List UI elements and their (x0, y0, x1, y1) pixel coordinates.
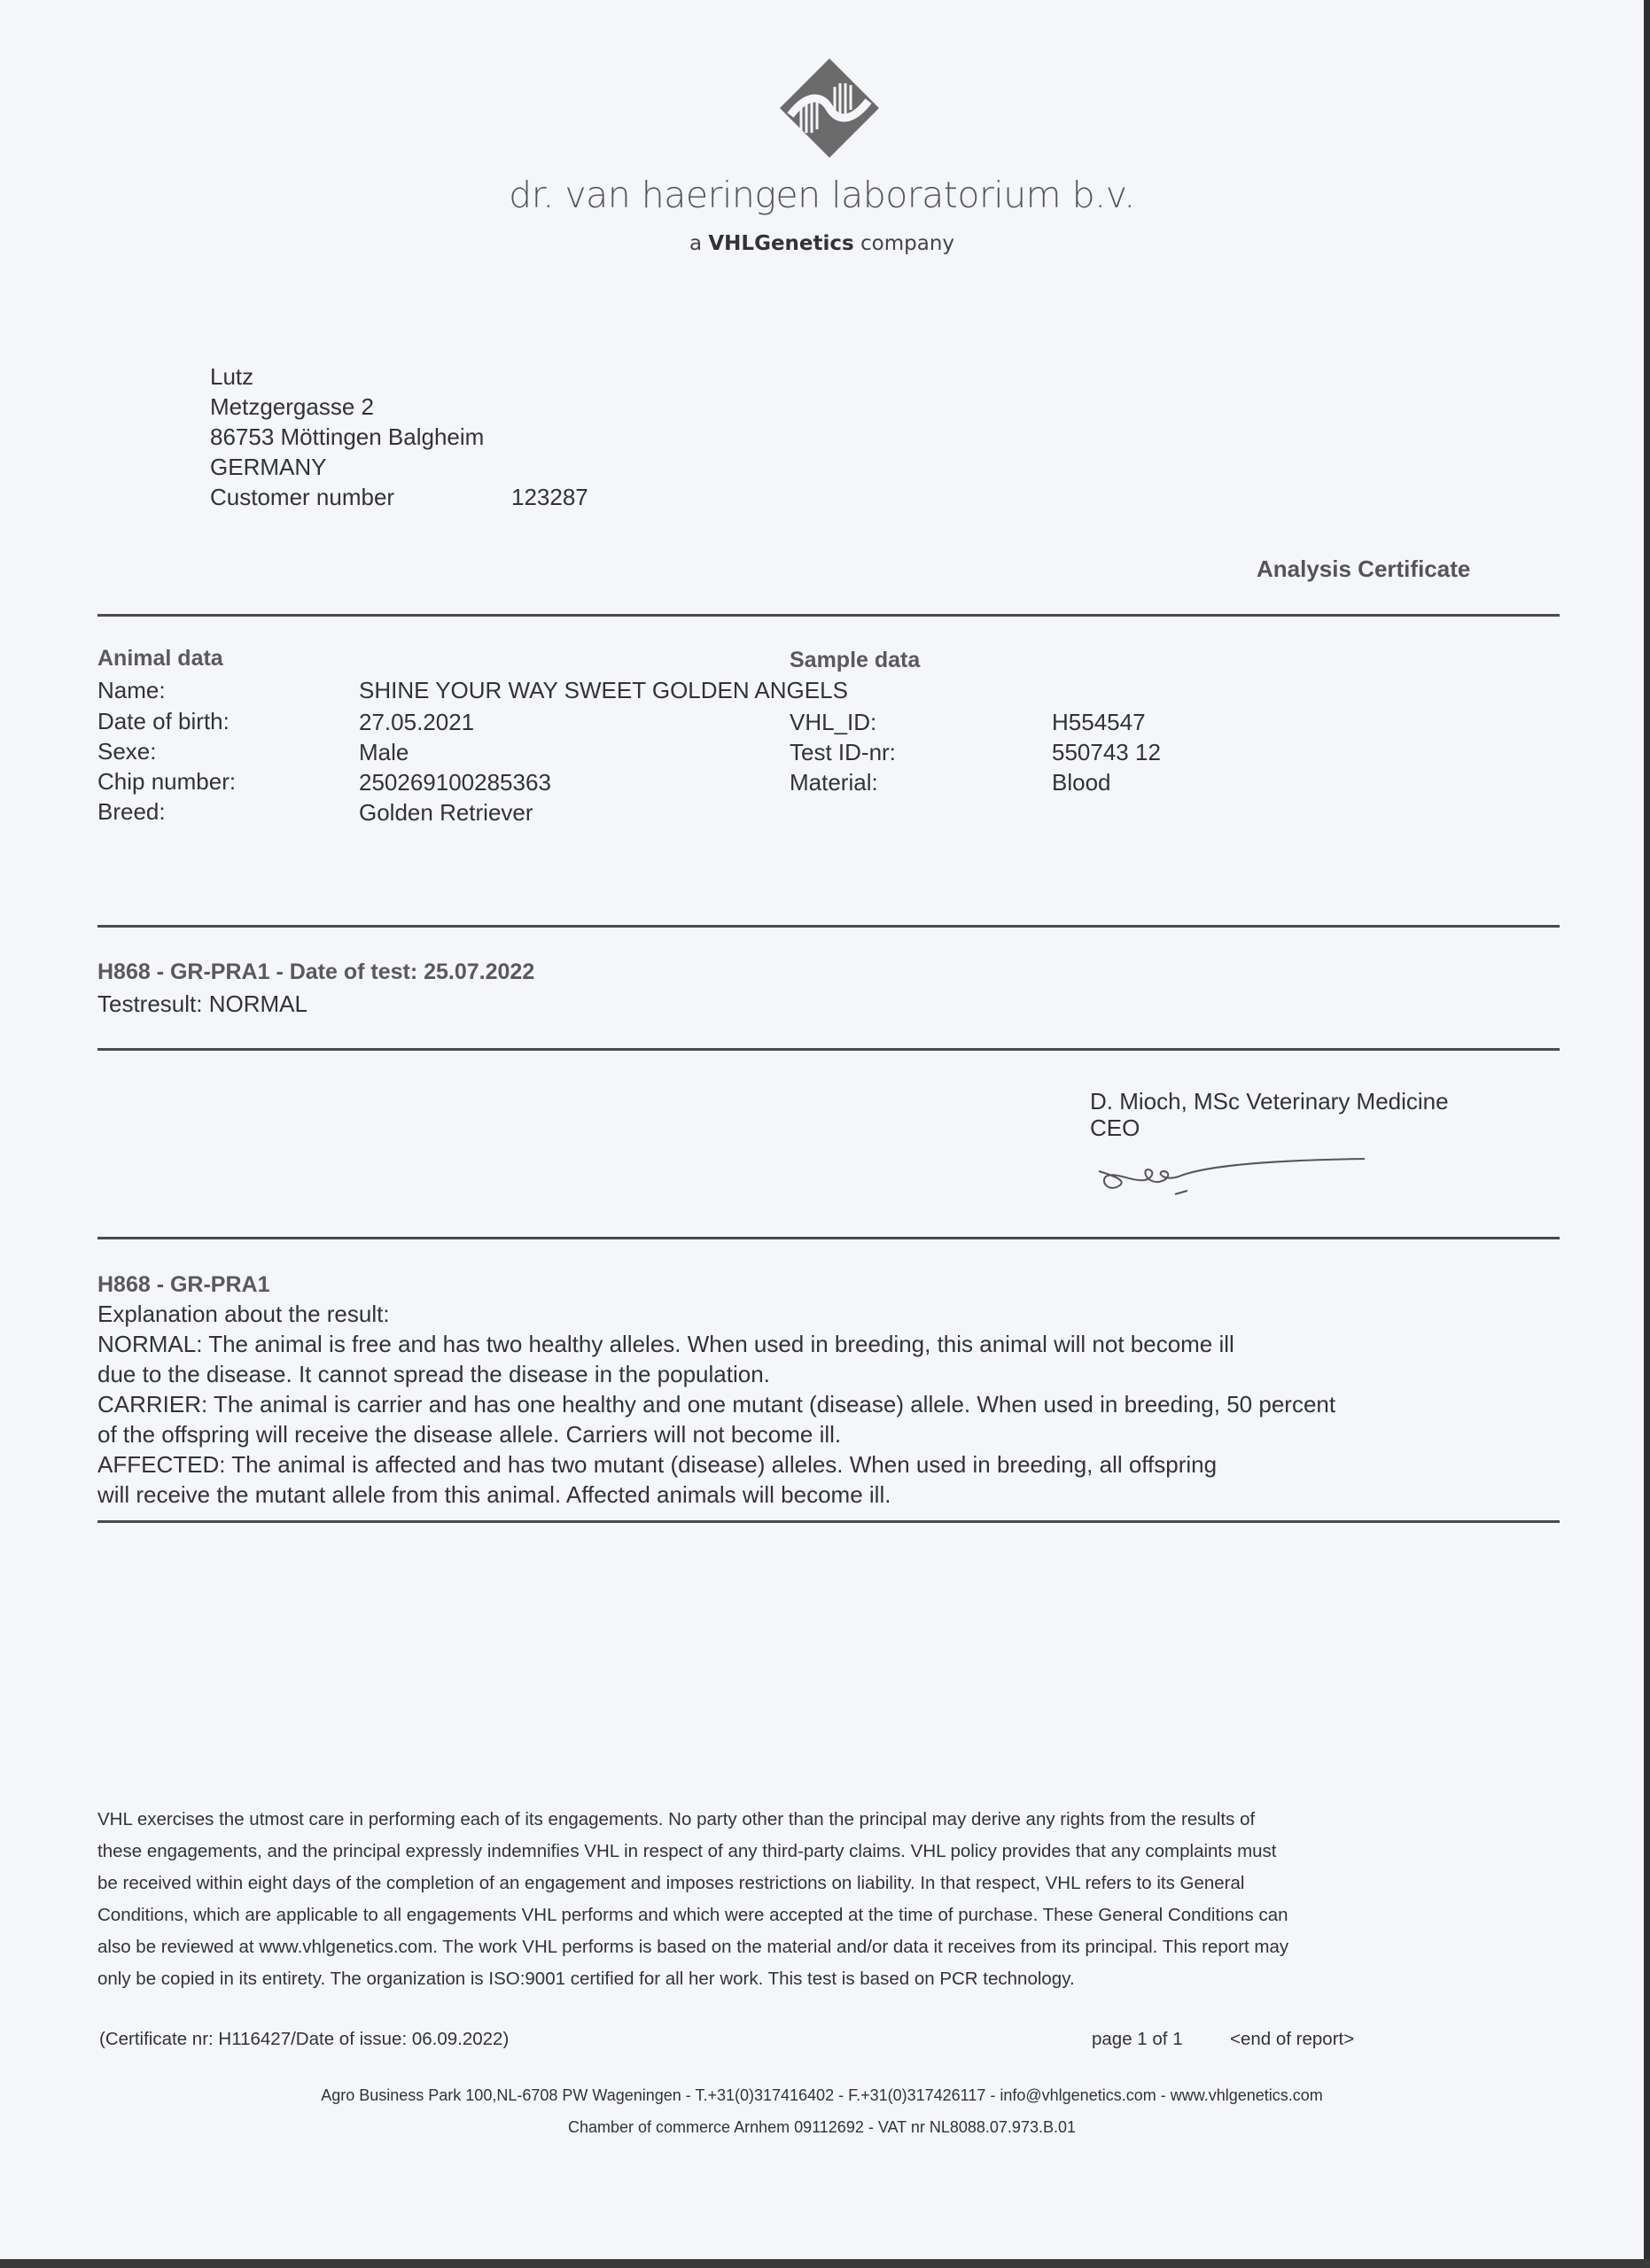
recipient-name: Lutz (210, 363, 254, 390)
subtitle-prefix: a (689, 232, 703, 255)
disclaimer-line: these engagements, and the principal expressly indemnifies VHL in respect of any third-party claims. VHL policy provides that any complaints must (97, 1841, 1277, 1861)
test-id-label: Test ID-nr: (790, 739, 896, 765)
recipient-city: 86753 Möttingen Balgheim (210, 423, 485, 450)
birth-date-value: 27.05.2021 (359, 709, 475, 735)
page-indicator: page 1 of 1 (1092, 2029, 1183, 2049)
document-title: Analysis Certificate (1257, 555, 1471, 582)
end-of-report: <end of report> (1230, 2029, 1355, 2049)
divider (97, 1048, 1560, 1051)
customer-number-value: 123287 (511, 484, 588, 510)
animal-data-heading: Animal data (97, 646, 223, 671)
divider (97, 1520, 1560, 1523)
explanation-line: CARRIER: The animal is carrier and has one healthy and one mutant (disease) allele. When used in breeding, 50 percent (97, 1391, 1336, 1418)
material-value: Blood (1052, 769, 1111, 796)
vhl-id-value: H554547 (1052, 709, 1146, 735)
sample-data-heading: Sample data (790, 648, 921, 672)
disclaimer-line: Conditions, which are applicable to all engagements VHL performs and which were accepted at the time of purchase. These General Conditions can (97, 1905, 1288, 1925)
animal-name-label: Name: (97, 677, 166, 703)
explanation-line: NORMAL: The animal is free and has two healthy alleles. When used in breeding, this animal will not become ill (97, 1331, 1234, 1357)
explanation-block (97, 1299, 1335, 1510)
chip-number-value: 250269100285363 (359, 769, 551, 796)
lab-name: dr. van haeringen laboratorium b.v. (509, 174, 1135, 216)
page-edge-bottom (0, 2259, 1650, 2268)
disclaimer-line: also be reviewed at www.vhlgenetics.com. The work VHL performs is based on the material and/or data it receives from its principal. This report may (97, 1937, 1289, 1957)
disclaimer-line: be received within eight days of the completion of an engagement and imposes restrictions on liability. In that respect, VHL refers to its General (97, 1873, 1245, 1893)
subtitle-suffix: company (860, 232, 955, 255)
signature (1090, 1150, 1374, 1212)
explanation-line: AFFECTED: The animal is affected and has two mutant (disease) alleles. When used in breeding, all offspring (97, 1451, 1218, 1478)
disclaimer-line: only be copied in its entirety. The organization is ISO:9001 certified for all her work. This test is based on PCR technology. (97, 1969, 1075, 1989)
vhl-id-label: VHL_ID: (790, 709, 877, 735)
disclaimer (97, 1804, 1288, 1995)
chip-number-label: Chip number: (97, 768, 237, 795)
sex-label: Sexe: (97, 738, 157, 765)
birth-date-label: Date of birth: (97, 708, 230, 734)
explanation-line: of the offspring will receive the disease allele. Carriers will not become ill. (97, 1421, 842, 1448)
test-title: H868 - GR-PRA1 - Date of test: 25.07.2022 (97, 959, 535, 984)
recipient-address (210, 361, 588, 512)
divider (97, 614, 1560, 617)
lab-subtitle (0, 232, 1644, 255)
test-id-value: 550743 12 (1052, 739, 1161, 765)
explanation-title: H868 - GR-PRA1 (97, 1272, 270, 1297)
explanation-intro: Explanation about the result: (97, 1301, 390, 1327)
company-registry: Chamber of commerce Arnhem 09112692 - VAT nr NL8088.07.973.B.01 (568, 2118, 1076, 2136)
recipient-street: Metzgergasse 2 (210, 393, 374, 420)
signatory-name: D. Mioch, MSc Veterinary Medicine (1090, 1088, 1449, 1115)
company-address: Agro Business Park 100,NL-6708 PW Wageningen - T.+31(0)317416402 - F.+31(0)317426117 - info@vhlgenetics.com - www.vhlgenetics.com (321, 2086, 1323, 2104)
page-edge-right (1644, 0, 1650, 2268)
customer-number-label: Customer number (210, 484, 395, 510)
customer-number-row (210, 482, 588, 512)
dna-diamond-logo-icon (778, 57, 881, 159)
test-result: Testresult: NORMAL (97, 990, 307, 1017)
explanation-line: will receive the mutant allele from this animal. Affected animals will become ill. (97, 1481, 891, 1508)
breed-label: Breed: (97, 798, 166, 825)
divider (97, 1237, 1560, 1239)
disclaimer-line: VHL exercises the utmost care in performing each of its engagements. No party other than the principal may derive any rights from the results of (97, 1809, 1256, 1829)
animal-name-value: SHINE YOUR WAY SWEET GOLDEN ANGELS (359, 677, 848, 703)
divider (97, 925, 1560, 928)
explanation-line: due to the disease. It cannot spread the disease in the population. (97, 1361, 770, 1387)
signatory-role: CEO (1090, 1115, 1140, 1141)
material-label: Material: (790, 769, 878, 796)
brand-name: VHLGenetics (708, 232, 854, 255)
sex-value: Male (359, 739, 409, 765)
certificate-number: (Certificate nr: H116427/Date of issue: 06.09.2022) (99, 2029, 510, 2049)
breed-value: Golden Retriever (359, 799, 533, 826)
recipient-country: GERMANY (210, 454, 327, 480)
